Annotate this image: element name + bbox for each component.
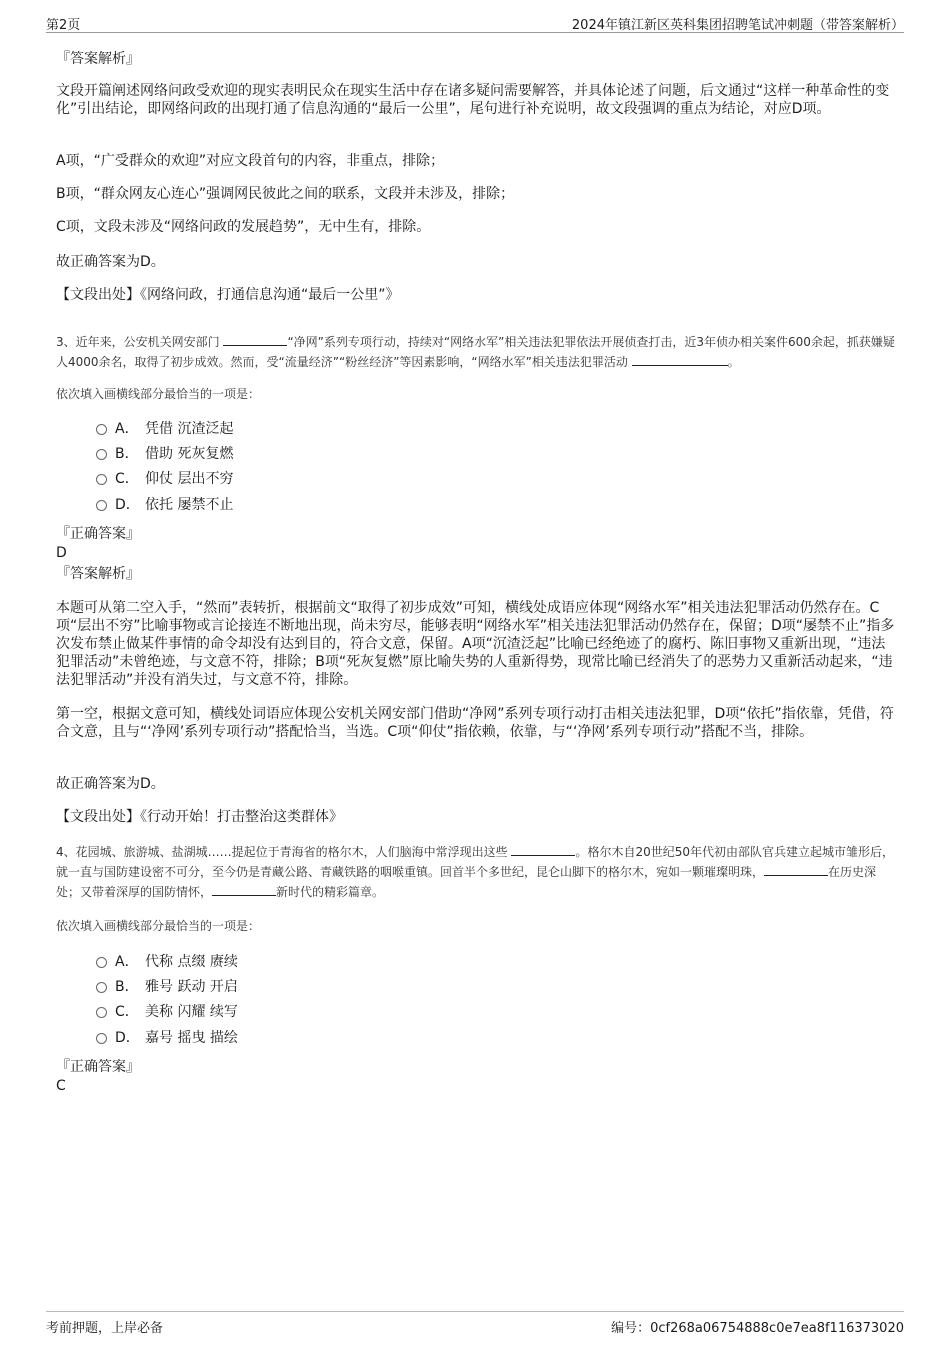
fill-blank bbox=[632, 353, 728, 366]
footer-slogan: 考前押题，上岸必备 bbox=[46, 1321, 164, 1336]
answer-conclusion: 故正确答案为D。 bbox=[56, 776, 165, 792]
correct-answer: D bbox=[56, 545, 67, 561]
radio-icon[interactable] bbox=[96, 500, 107, 511]
q3-option-d[interactable]: D． 依托 屡禁不止 bbox=[96, 495, 233, 515]
source-citation: 【文段出处】《网络问政，打通信息沟通“最后一公里”》 bbox=[56, 287, 400, 303]
radio-icon[interactable] bbox=[96, 957, 107, 968]
fill-blank bbox=[223, 333, 287, 346]
radio-icon[interactable] bbox=[96, 449, 107, 460]
analysis-label: 『答案解析』 bbox=[56, 51, 140, 67]
question-4-stem: 4、花园城、旅游城、盐湖城……提起位于青海省的格尔木，人们脑海中常浮现出这些 。格尔木自20世纪50年代初由部队官兵建立起城市雏形后，就一直与国防建设密不可分，至今仍是青藏公路、青藏铁路的咽喉重镇。回首半个多世纪，昆仑山脚下的格尔木，宛如一颗璀璨明珠， 在历史深处；又带着深厚的国防情怀， 新时代的精彩篇章。 bbox=[56, 845, 894, 899]
question-3-stem: 3、近年来，公安机关网安部门 “净网”系列专项行动，持续对“网络水军”相关违法犯罪依法开展侦查打击，近3年侦办相关案件600余起，抓获嫌疑人4000余名，取得了初步成效。然而，受“流量经济”“粉丝经济”等因素影响，“网络水军”相关违法犯罪活动 。 bbox=[56, 335, 895, 369]
correct-answer: C bbox=[56, 1078, 66, 1094]
q3-option-b[interactable]: B． 借助 死灰复燃 bbox=[96, 444, 233, 464]
fill-blank bbox=[511, 843, 575, 856]
radio-icon[interactable] bbox=[96, 424, 107, 435]
question-prompt: 依次填入画横线部分最恰当的一项是： bbox=[56, 919, 261, 933]
radio-icon[interactable] bbox=[96, 1007, 107, 1018]
q4-option-c[interactable]: C． 美称 闪耀 续写 bbox=[96, 1002, 238, 1022]
radio-icon[interactable] bbox=[96, 474, 107, 485]
analysis-paragraph: 第一空，根据文意可知，横线处词语应体现公安机关网安部门借助“净网”系列专项行动打击相关违法犯罪，D项“依托”指依靠，凭借，符合文意，且与“‘净网’系列专项行动”搭配恰当，当选。C项“仰仗”指依赖，依靠，与“‘净网’系列专项行动”搭配不当，排除。 bbox=[56, 706, 894, 740]
q4-option-a[interactable]: A． 代称 点缀 赓续 bbox=[96, 952, 238, 972]
page-number: 第2页 bbox=[46, 18, 81, 33]
answer-conclusion: 故正确答案为D。 bbox=[56, 254, 165, 270]
q4-option-b[interactable]: B． 雅号 跃动 开启 bbox=[96, 977, 238, 997]
question-prompt: 依次填入画横线部分最恰当的一项是： bbox=[56, 387, 261, 401]
correct-answer-label: 『正确答案』 bbox=[56, 1059, 140, 1075]
document-title: 2024年镇江新区英科集团招聘笔试冲刺题（带答案解析） bbox=[571, 18, 904, 33]
analysis-paragraph: 本题可从第二空入手，“然而”表转折，根据前文“取得了初步成效”可知，横线处成语应体现“网络水军”相关违法犯罪活动仍然存在。C项“层出不穷”比喻事物或言论接连不断地出现，尚未穷尽，能够表明“网络水军”相关违法犯罪活动仍然存在，保留；D项“屡禁不止”指多次发布禁止做某件事情的命令却没有达到目的，符合文意，保留。A项“沉渣泛起”比喻已经绝迹了的腐朽、陈旧事物又重新出现，“违法犯罪活动”未曾绝迹，与文意不符，排除；B项“死灰复燃”原比喻失势的人重新得势，现常比喻已经消失了的恶势力又重新活动起来，“违法犯罪活动”并没有消失过，与文意不符，排除。 bbox=[56, 600, 895, 688]
analysis-paragraph: 文段开篇阐述网络问政受欢迎的现实表明民众在现实生活中存在诸多疑问需要解答，并具体论述了问题，后文通过“这样一种革命性的变化”引出结论，即网络问政的出现打通了信息沟通的“最后一公里”，尾句进行补充说明，故文段强调的重点为结论，对应D项。 bbox=[56, 83, 890, 117]
correct-answer-label: 『正确答案』 bbox=[56, 526, 140, 542]
page-header bbox=[46, 10, 904, 33]
page-footer bbox=[46, 1311, 904, 1336]
analysis-paragraph: B项，“群众网友心连心”强调网民彼此之间的联系，文段并未涉及，排除； bbox=[56, 186, 515, 202]
document-code: 编号：0cf268a06754888c0e7ea8f116373020 bbox=[611, 1321, 904, 1336]
fill-blank bbox=[212, 883, 276, 896]
fill-blank bbox=[764, 863, 828, 876]
analysis-paragraph: A项，“广受群众的欢迎”对应文段首句的内容，非重点，排除； bbox=[56, 153, 445, 169]
q3-option-c[interactable]: C． 仰仗 层出不穷 bbox=[96, 469, 233, 489]
q3-option-a[interactable]: A． 凭借 沉渣泛起 bbox=[96, 419, 233, 439]
source-citation: 【文段出处】《行动开始！打击整治这类群体》 bbox=[56, 809, 343, 825]
radio-icon[interactable] bbox=[96, 982, 107, 993]
q4-option-d[interactable]: D． 嘉号 摇曳 描绘 bbox=[96, 1028, 238, 1048]
radio-icon[interactable] bbox=[96, 1033, 107, 1044]
analysis-label: 『答案解析』 bbox=[56, 566, 140, 582]
analysis-paragraph: C项，文段未涉及“网络问政的发展趋势”，无中生有，排除。 bbox=[56, 219, 431, 235]
